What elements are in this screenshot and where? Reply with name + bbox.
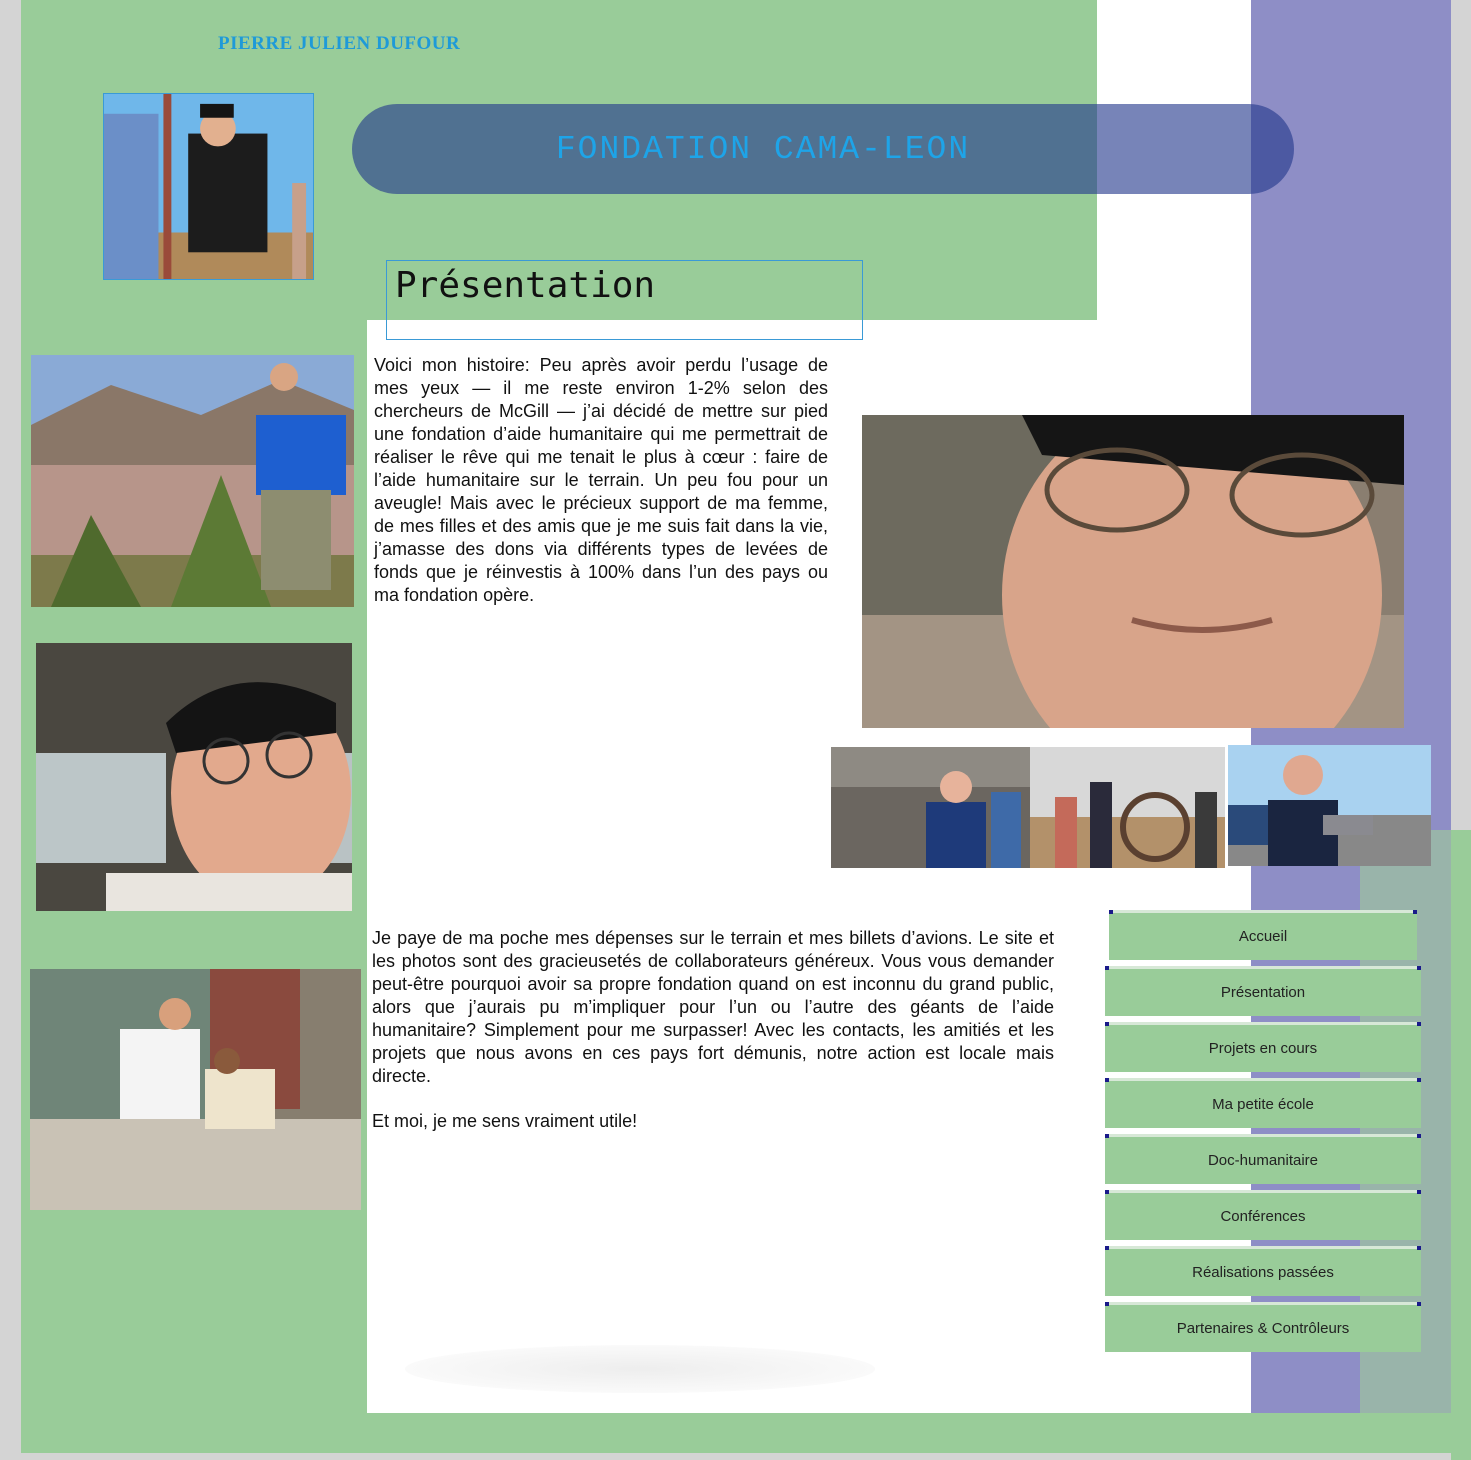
nav-item-partenaires-controleurs[interactable]: Partenaires & Contrôleurs	[1105, 1302, 1421, 1352]
photo-man-in-cap	[36, 643, 352, 911]
photo-with-child	[30, 969, 361, 1210]
section-heading-box	[386, 260, 863, 340]
photo-workshop	[831, 747, 1030, 868]
page-title: Présentation	[395, 265, 656, 306]
nav-item-ma-petite-ecole[interactable]: Ma petite école	[1105, 1078, 1421, 1128]
photo-portrait-closeup	[862, 415, 1404, 728]
nav-item-accueil[interactable]: Accueil	[1109, 910, 1417, 960]
intro-paragraph: Voici mon histoire: Peu après avoir perdu l’usage de mes yeux — il me reste environ 1-2% selon des chercheurs de McGill — j’ai décidé de mettre sur pied une fondation d’aide humanitaire qui me permettrait de réaliser le rêve qui me tenait le plus à cœur : faire de l’aide humanitaire sur le terrain. Un peu fou pour un aveugle! Mais avec le précieux support de ma femme, de mes filles et des amis que je me suis fait dans la vie, j’amasse des dons via différents types de levées de fonds que je réinvestis à 100% dans l’un des pays ou ma fondation opère.	[374, 355, 828, 605]
nav-item-realisations-passees[interactable]: Réalisations passées	[1105, 1246, 1421, 1296]
nav-item-presentation[interactable]: Présentation	[1105, 966, 1421, 1016]
closing-paragraph: Et moi, je me sens vraiment utile!	[372, 1111, 638, 1131]
photo-machine	[1030, 747, 1225, 868]
nav-item-projets-en-cours[interactable]: Projets en cours	[1105, 1022, 1421, 1072]
footer-background	[21, 1413, 1451, 1453]
main-navigation	[1105, 910, 1421, 1358]
author-name: PIERRE JULIEN DUFOUR	[218, 33, 461, 54]
photo-city-view	[31, 355, 354, 607]
site-title: FONDATION CAMA-LEON	[555, 130, 971, 168]
title-banner	[352, 104, 1294, 194]
second-paragraph: Je paye de ma poche mes dépenses sur le terrain et mes billets d’avions. Le site et les photos sont des gracieusetés de collaborateurs généreux. Vous vous demander peut-être pourquoi avoir sa propre fondation quand on est inconnu du grand public, alors que j’aurais pu m’impliquer pour l’un ou l’autre des géants de l’aide humanitaire? Simplement pour me surpasser! Avec les contacts, les amitiés et les projets que nous avons en ces pays fort démunis, notre action est locale mais directe.	[372, 928, 1054, 1086]
photo-planting-cross	[103, 93, 314, 280]
right-green-strip	[1451, 830, 1471, 1460]
nav-item-doc-humanitaire[interactable]: Doc-humanitaire	[1105, 1134, 1421, 1184]
decorative-shadow	[405, 1345, 875, 1393]
photo-man-outdoors	[1228, 745, 1431, 866]
nav-item-conferences[interactable]: Conférences	[1105, 1190, 1421, 1240]
